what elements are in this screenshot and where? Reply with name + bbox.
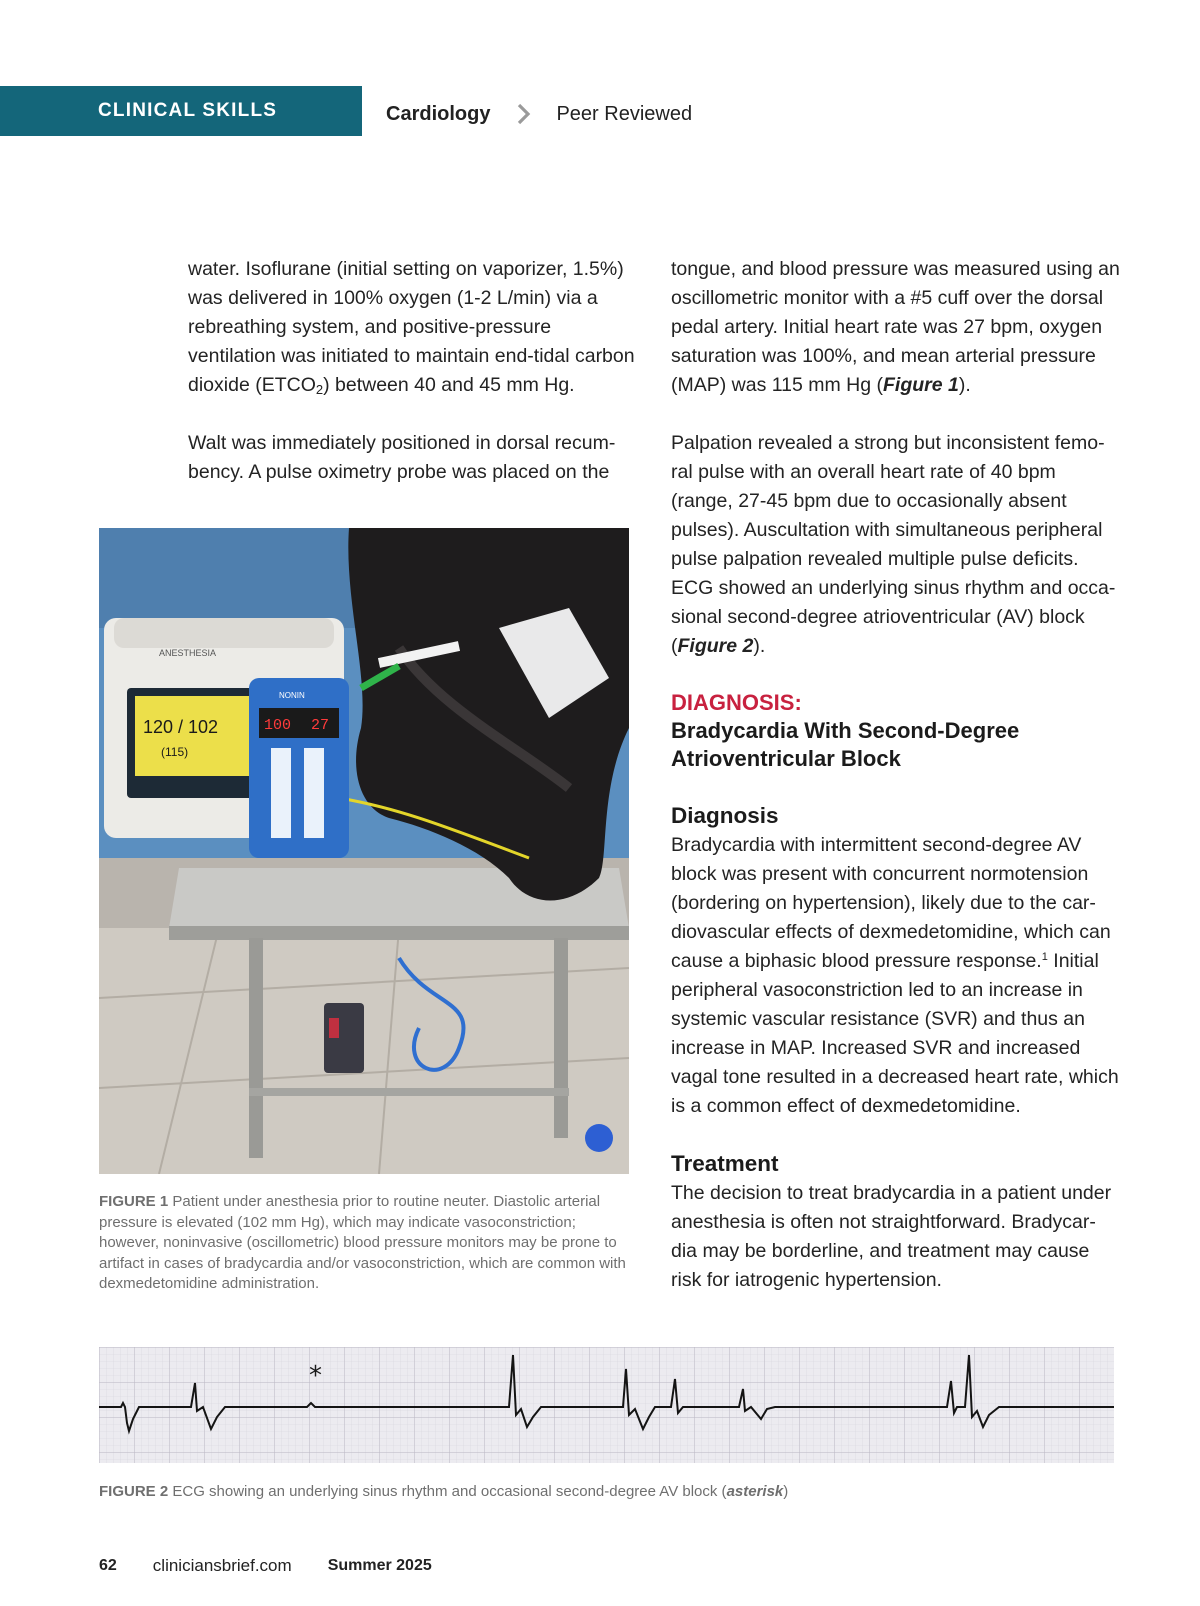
oximeter-spo2: 100	[264, 717, 292, 734]
monitor-brand: ANESTHESIA	[159, 648, 217, 658]
monitor-map-reading: (115)	[161, 745, 189, 759]
reference-superscript[interactable]: 1	[1041, 951, 1048, 963]
caption-text: ECG showing an underlying sinus rhythm and occasional second-degree AV block (	[168, 1483, 727, 1500]
subscript: 2	[315, 382, 324, 397]
figure-2-caption	[99, 1482, 1114, 1502]
page-number: 62	[99, 1557, 117, 1574]
body-text: ).	[753, 635, 766, 657]
body-paragraph	[671, 255, 1121, 400]
oximeter-pulse: 27	[311, 717, 330, 734]
body-paragraph	[671, 831, 1121, 1121]
body-text: ) between 40 and 45 mm Hg.	[323, 374, 575, 396]
figure-1-reference[interactable]: Figure 1	[883, 374, 959, 396]
caption-asterisk-reference: asterisk	[726, 1483, 784, 1500]
breadcrumb-section[interactable]: Cardiology	[386, 102, 491, 125]
treatment-heading: Treatment	[671, 1151, 779, 1176]
figure-2-ecg	[99, 1347, 1114, 1463]
body-paragraph: Walt was immediately positioned in dorsal recum-bency. A pulse oximetry probe was placed on the	[188, 432, 616, 483]
page-footer	[99, 1554, 432, 1578]
body-text: water. Isoflurane (initial setting on vaporizer, 1.5%) was delivered in 100% oxygen (1-2 L/min) via a rebreathing system, and positive-pressure ventilation was initiated to maintain end-tidal carbon dioxide (ETCO	[188, 258, 635, 396]
ecg-asterisk-marker: *	[309, 1361, 322, 1391]
body-text: tongue, and blood pressure was measured using an oscillometric monitor with a #5 cuff over the dorsal pedal artery. Initial heart rate was 27 bpm, oxygen saturation was 100%, and mean arterial pressure (MAP) was 115 mm Hg (	[671, 258, 1120, 396]
monitor-bp-reading: 120 / 102	[143, 717, 219, 737]
figure-1-label: FIGURE 1	[99, 1193, 169, 1210]
breadcrumb-subsection[interactable]: Peer Reviewed	[556, 102, 693, 125]
diagnosis-heading: Diagnosis	[671, 803, 779, 828]
diagnosis-label: DIAGNOSIS:	[671, 690, 802, 715]
body-text: ).	[958, 374, 971, 396]
body-text: Initial peripheral vasoconstriction led to an increase in systemic vascular resistance (SVR) and thus an increase in MAP. Increased SVR and increased vagal tone resulted in a decreased heart rate, which is a common effect of dexmedetomidine.	[671, 950, 1119, 1117]
oximeter-brand: NONIN	[279, 691, 305, 700]
section-band	[0, 86, 362, 136]
body-paragraph	[188, 255, 638, 400]
chevron-right-icon	[512, 102, 536, 126]
caption-text: )	[783, 1483, 789, 1500]
breadcrumb	[386, 98, 692, 130]
left-column	[188, 255, 638, 487]
issue-label: Summer 2025	[327, 1557, 432, 1574]
right-column	[671, 255, 1121, 1295]
figure-1-caption	[99, 1192, 634, 1295]
figure-2-reference[interactable]: Figure 2	[677, 635, 754, 657]
section-band-label: CLINICAL SKILLS	[98, 100, 278, 121]
body-text: Palpation revealed a strong but inconsistent femo-ral pulse with an overall heart rate of 40 bpm (range, 27-45 bpm due to occasionally absent pulses). Auscultation with simultaneous peripheral pulse palpation revealed multiple pulse deficits. ECG showed an underlying sinus rhythm and occa-sional second-degree atrioventricular (AV) block (	[671, 432, 1116, 657]
figure-1-photo	[99, 528, 629, 1174]
body-paragraph	[671, 429, 1121, 661]
body-text: Bradycardia with intermittent second-degree AV block was present with concurrent normotension (bordering on hypertension), likely due to the car-diovascular effects of dexmedetomidine, which can cause a biphasic blood pressure response.	[671, 834, 1111, 972]
figure-2-label: FIGURE 2	[99, 1483, 169, 1500]
diagnosis-title: Bradycardia With Second-Degree Atrioventricular Block	[671, 718, 1020, 771]
caption-text: Patient under anesthesia prior to routine neuter. Diastolic arterial pressure is elevated (102 mm Hg), which may indicate vasoconstriction; however, noninvasive (oscillometric) blood pressure monitors may be prone to artifact in cases of bradycardia and/or vasoconstriction, which are common with dexmedetomidine administration.	[99, 1193, 626, 1293]
site-link[interactable]: cliniciansbrief.com	[152, 1556, 292, 1575]
body-paragraph: The decision to treat bradycardia in a patient under anesthesia is often not straightforward. Bradycar-dia may be borderline, and treatment may cause risk for iatrogenic hypertension.	[671, 1182, 1112, 1291]
